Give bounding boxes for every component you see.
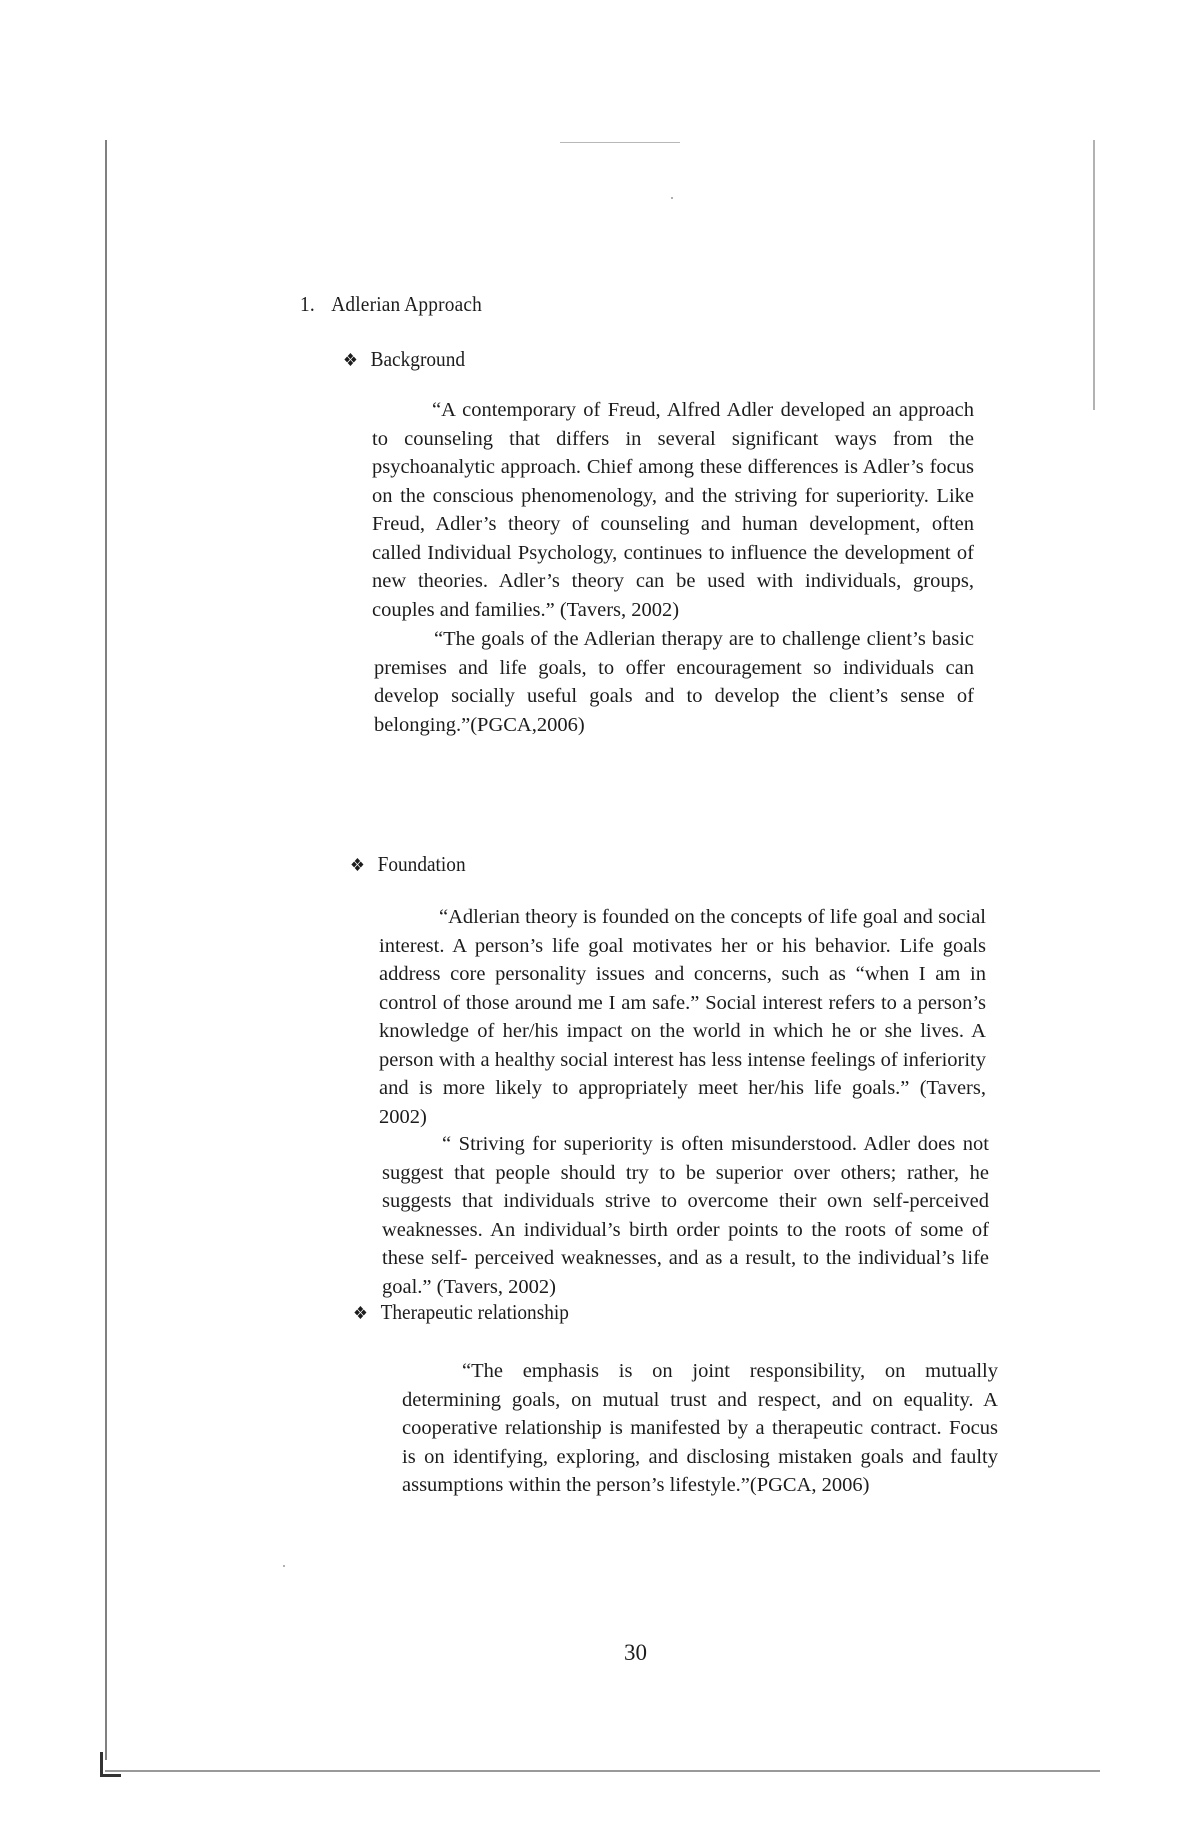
subheading-label: Foundation	[377, 852, 466, 876]
paragraph	[379, 903, 986, 1131]
subheading-background	[343, 347, 465, 372]
paragraph-text: “The emphasis is on joint responsibility, on mutually determining goals, on mutual trust and respect, and on equality. A cooperative relationship is manifested by a therapeutic contract. Focus is on identifying, exploring, and disclosing mistaken goals and faulty assumptions within the person’s lifestyle.”(PGCA, 2006)	[402, 1360, 998, 1496]
section-number: 1.	[300, 292, 315, 316]
paragraph	[402, 1357, 998, 1500]
diamond-bullet-icon: ❖	[353, 1303, 368, 1323]
diamond-bullet-icon: ❖	[350, 855, 365, 875]
section-heading	[300, 292, 482, 317]
page-number: 30	[624, 1640, 647, 1665]
scan-bottom-edge	[105, 1770, 1100, 1772]
section-title: Adlerian Approach	[331, 292, 482, 316]
subheading-therapeutic-relationship	[353, 1300, 569, 1325]
paragraph-text: “A contemporary of Freud, Alfred Adler developed an approach to counseling that differs in several significant ways from the psychoanalytic approach. Chief among these differences is Adler’s focus on the conscious phenomenology, and the striving for superiority. Like Freud, Adler’s theory of counseling and human development, often called Individual Psychology, continues to influence the development of new theories. Adler’s theory can be used with individuals, groups, couples and families.” (Tavers, 2002)	[372, 399, 974, 621]
scan-speck	[283, 1565, 285, 1567]
subheading-label: Therapeutic relationship	[380, 1300, 569, 1324]
paragraph	[382, 1130, 989, 1301]
paragraph	[374, 625, 974, 739]
paragraph-text: “Adlerian theory is founded on the concepts of life goal and social interest. A person’s life goal motivates her or his behavior. Life goals address core personality issues and concerns, such as “when I am in control of those around me I am safe.” Social interest refers to a person’s knowledge of her/his impact on the world in which he or she lives. A person with a healthy social interest has less intense feelings of inferiority and is more likely to appropriately meet her/his life goals.” (Tavers, 2002)	[379, 906, 986, 1128]
scan-speck	[671, 197, 673, 199]
subheading-label: Background	[370, 347, 466, 371]
subheading-foundation	[350, 852, 466, 877]
scan-corner-mark	[100, 1752, 121, 1777]
scan-binding-edge	[105, 140, 107, 1760]
scan-top-mark	[560, 142, 680, 143]
diamond-bullet-icon: ❖	[343, 350, 358, 370]
paragraph-text: “ Striving for superiority is often misunderstood. Adler does not suggest that people should try to be superior over others; rather, he suggests that individuals strive to overcome their own self-perceived weaknesses. An individual’s birth order points to the roots of some of these self- perceived weaknesses, and as a result, to the individual’s life goal.” (Tavers, 2002)	[382, 1133, 989, 1298]
scan-right-edge	[1093, 140, 1095, 410]
paragraph-text: “The goals of the Adlerian therapy are to challenge client’s basic premises and life goals, to offer encouragement so individuals can develop socially useful goals and to develop the client’s sense of belonging.”(PGCA,2006)	[374, 628, 974, 736]
paragraph	[372, 396, 974, 624]
